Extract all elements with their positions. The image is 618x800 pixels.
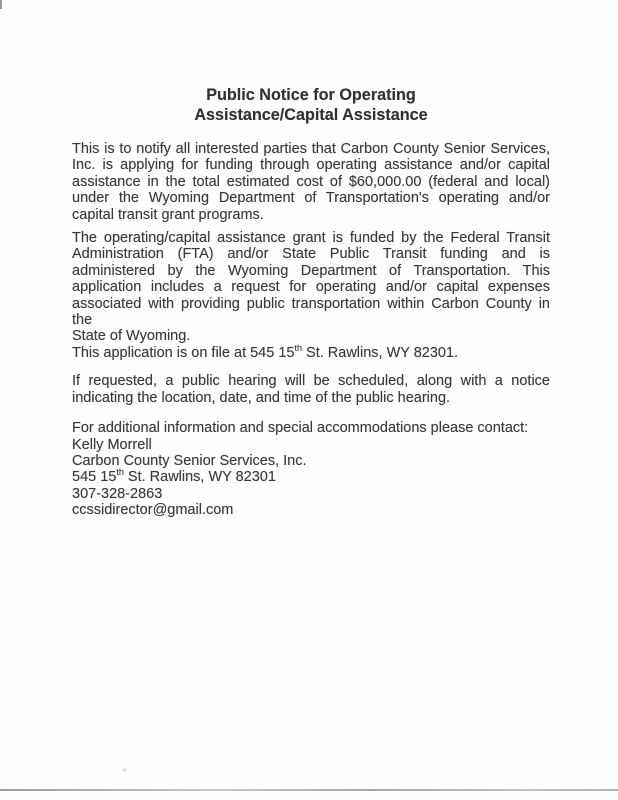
file-location-text: This application is on file at 545 15 [72, 344, 295, 361]
contact-email: ccssidirector@gmail.com [72, 502, 234, 519]
document-title [72, 85, 550, 125]
text-line: If requested, a public hearing will be scheduled, along with a notice [72, 373, 550, 390]
text-line: This is to notify all interested parties that Carbon County Senior Services, [72, 141, 550, 157]
text-line: administered by the Wyoming Department of Transportation. This [72, 262, 550, 279]
document-title-line-2: Assistance/Capital Assistance [194, 106, 428, 124]
contact-phone: 307-328-2863 [72, 485, 163, 502]
text-line: capital transit grant programs. [72, 206, 264, 223]
paragraph-public-hearing [72, 373, 550, 406]
contact-name: Kelly Morrell [72, 436, 152, 453]
file-location-text: St. Rawlins, WY 82301. [302, 344, 459, 361]
text-line: Administration (FTA) and/or State Public Transit funding and is [72, 246, 550, 263]
contact-block [72, 420, 550, 518]
ordinal-superscript: th [116, 467, 124, 478]
contact-address-text: 545 15 [72, 469, 117, 486]
document-title-line-1: Public Notice for Operating [206, 86, 416, 104]
file-location-line [72, 345, 550, 361]
text-line: associated with providing public transportation within Carbon County in the [72, 295, 550, 329]
scan-edge-artifact [0, 789, 618, 791]
text-line: application includes a request for operating and/or capital expenses [72, 279, 550, 296]
contact-address-text: St. Rawlins, WY 82301 [123, 469, 276, 486]
text-line: Inc. is applying for funding through operating assistance and/or capital [72, 157, 550, 174]
contact-organization: Carbon County Senior Services, Inc. [72, 452, 307, 469]
paragraph-grant-details [72, 230, 550, 361]
text-line: The operating/capital assistance grant is funded by the Federal Transit [72, 230, 550, 247]
ordinal-superscript: th [294, 343, 302, 354]
text-line: assistance in the total estimated cost of $60,000.00 (federal and local) [72, 173, 550, 190]
text-line: State of Wyoming. [72, 328, 191, 345]
text-line: under the Wyoming Department of Transportation's operating and/or [72, 190, 550, 207]
paragraph-funding-notice [72, 141, 550, 223]
text-line: indicating the location, date, and time of the public hearing. [72, 389, 451, 406]
contact-intro: For additional information and special accommodations please contact: [72, 420, 529, 437]
scan-speck-artifact [122, 768, 127, 772]
contact-address [72, 469, 550, 485]
scan-artifact-top-left [0, 0, 2, 9]
